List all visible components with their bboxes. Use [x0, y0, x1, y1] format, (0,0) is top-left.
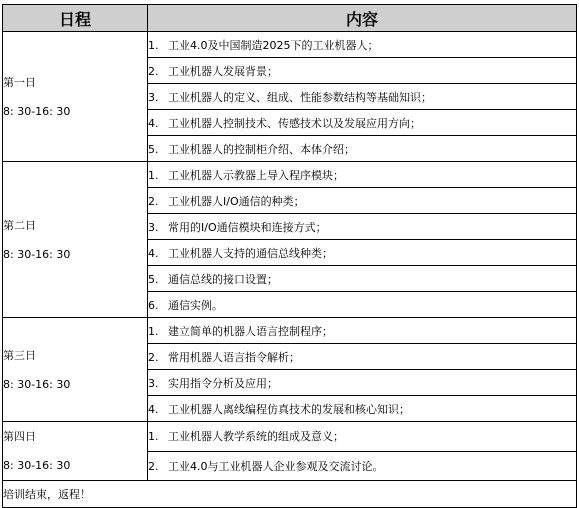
schedule-column-header: 日程: [3, 5, 148, 32]
content-item: [148, 136, 577, 162]
day-time: 8: 30-16: 30: [3, 247, 71, 261]
content-item: [148, 84, 577, 110]
item-number: 3.: [148, 90, 159, 104]
item-number: 5.: [148, 142, 159, 156]
content-item: [148, 58, 577, 84]
day-name: 第三日: [3, 348, 36, 362]
table-row: [3, 162, 577, 188]
day-name: 第二日: [3, 218, 36, 232]
item-text: 通信总线的接口设置；: [168, 272, 278, 286]
item-text: 常用机器人语言指令解析；: [168, 350, 300, 364]
item-text: 工业机器人教学系统的组成及意义；: [168, 430, 344, 444]
item-number: 5.: [148, 272, 159, 286]
item-number: 2.: [148, 350, 159, 364]
content-item: [148, 396, 577, 422]
day-time: 8: 30-16: 30: [3, 459, 71, 472]
item-number: 1.: [148, 430, 159, 444]
content-item: [148, 451, 577, 481]
content-item: [148, 32, 577, 58]
day-cell: [3, 162, 148, 318]
header-row: [3, 5, 577, 32]
day-cell: [3, 318, 148, 422]
day-cell: [3, 32, 148, 162]
content-item: [148, 162, 577, 188]
item-text: 工业机器人控制技术、传感技术以及发展应用方向；: [168, 116, 421, 130]
content-item: [148, 422, 577, 452]
item-number: 4.: [148, 402, 159, 416]
item-number: 1.: [148, 168, 159, 182]
item-number: 3.: [148, 220, 159, 234]
item-number: 6.: [148, 298, 159, 312]
content-item: [148, 266, 577, 292]
item-text: 实用指令分析及应用；: [168, 376, 278, 390]
item-text: 工业机器人的定义、组成、性能参数结构等基础知识；: [168, 90, 432, 104]
item-text: 工业机器人的控制柜介绍、本体介绍；: [168, 142, 355, 156]
content-item: [148, 318, 577, 344]
item-number: 2.: [148, 459, 159, 473]
item-text: 工业4.0与工业机器人企业参观及交流讨论。: [168, 459, 384, 473]
day-name: 第四日: [3, 430, 36, 443]
item-text: 工业机器人示教器上导入程序模块；: [168, 168, 344, 182]
item-number: 2.: [148, 64, 159, 78]
schedule-table: [2, 4, 577, 508]
training-end-note: 培训结束，返程！: [3, 481, 577, 508]
item-text: 建立简单的机器人语言控制程序；: [168, 324, 333, 338]
table-row: [3, 422, 577, 452]
item-text: 工业机器人离线编程仿真技术的发展和核心知识；: [168, 402, 410, 416]
content-column-header: 内容: [148, 5, 577, 32]
footer-row: [3, 481, 577, 508]
content-item: [148, 344, 577, 370]
content-item: [148, 292, 577, 318]
content-item: [148, 110, 577, 136]
table-row: [3, 32, 577, 58]
day-cell: [3, 422, 148, 481]
content-item: [148, 240, 577, 266]
table-row: [3, 318, 577, 344]
day-time: 8: 30-16: 30: [3, 104, 71, 118]
item-text: 常用的I/O通信模块和连接方式；: [168, 220, 327, 234]
item-number: 1.: [148, 38, 159, 52]
item-text: 工业机器人发展背景；: [168, 64, 278, 78]
item-number: 4.: [148, 246, 159, 260]
day-time: 8: 30-16: 30: [3, 377, 71, 391]
item-number: 2.: [148, 194, 159, 208]
item-text: 工业机器人I/O通信的种类；: [168, 194, 305, 208]
item-text: 工业机器人支持的通信总线种类；: [168, 246, 333, 260]
item-text: 工业4.0及中国制造2025下的工业机器人；: [168, 38, 379, 52]
content-item: [148, 214, 577, 240]
item-number: 3.: [148, 376, 159, 390]
content-item: [148, 188, 577, 214]
item-text: 通信实例。: [168, 298, 223, 312]
item-number: 1.: [148, 324, 159, 338]
day-name: 第一日: [3, 75, 36, 89]
item-number: 4.: [148, 116, 159, 130]
content-item: [148, 370, 577, 396]
